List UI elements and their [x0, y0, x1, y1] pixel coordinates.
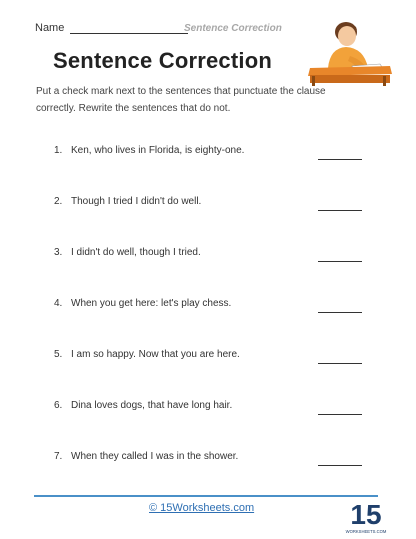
question-number: 1.: [54, 145, 63, 156]
question-7: [54, 451, 238, 462]
page-title: Sentence Correction: [53, 48, 272, 73]
footer-divider: [34, 495, 378, 497]
question-4: [54, 298, 231, 309]
answer-line-4[interactable]: [318, 312, 362, 313]
question-1: [54, 145, 244, 156]
question-3: [54, 247, 201, 258]
answer-line-7[interactable]: [318, 465, 362, 466]
name-field: [35, 22, 188, 34]
answer-line-2[interactable]: [318, 210, 362, 211]
question-text: I am so happy. Now that you are here.: [71, 349, 240, 360]
question-text: Ken, who lives in Florida, is eighty-one.: [71, 145, 245, 156]
answer-line-3[interactable]: [318, 261, 362, 262]
answer-line-1[interactable]: [318, 159, 362, 160]
question-number: 6.: [54, 400, 63, 411]
question-5: [54, 349, 240, 360]
copyright-link[interactable]: © 15Worksheets.com: [149, 502, 255, 514]
question-number: 7.: [54, 451, 63, 462]
logo-number: 15: [350, 499, 382, 530]
question-text: Dina loves dogs, that have long hair.: [71, 400, 233, 411]
question-text: I didn't do well, though I tried.: [71, 247, 201, 258]
name-line[interactable]: [70, 23, 188, 34]
question-number: 4.: [54, 298, 63, 309]
header-tag: Sentence Correction: [184, 23, 282, 34]
instructions: Put a check mark next to the sentences that punctuate the clause correctly. Rewrite the sentences that do not.: [36, 86, 326, 114]
question-2: [54, 196, 201, 207]
question-text: When you get here: let's play chess.: [71, 298, 232, 309]
answer-line-6[interactable]: [318, 414, 362, 415]
question-text: Though I tried I didn't do well.: [71, 196, 202, 207]
question-6: [54, 400, 232, 411]
logo-text: WORKSHEETS.COM: [345, 529, 387, 534]
question-text: When they called I was in the shower.: [71, 451, 239, 462]
student-writing-icon: [306, 18, 392, 86]
name-label: Name: [35, 22, 65, 34]
question-number: 5.: [54, 349, 63, 360]
question-number: 2.: [54, 196, 63, 207]
question-number: 3.: [54, 247, 63, 258]
answer-line-5[interactable]: [318, 363, 362, 364]
worksheets-logo: [345, 496, 387, 536]
